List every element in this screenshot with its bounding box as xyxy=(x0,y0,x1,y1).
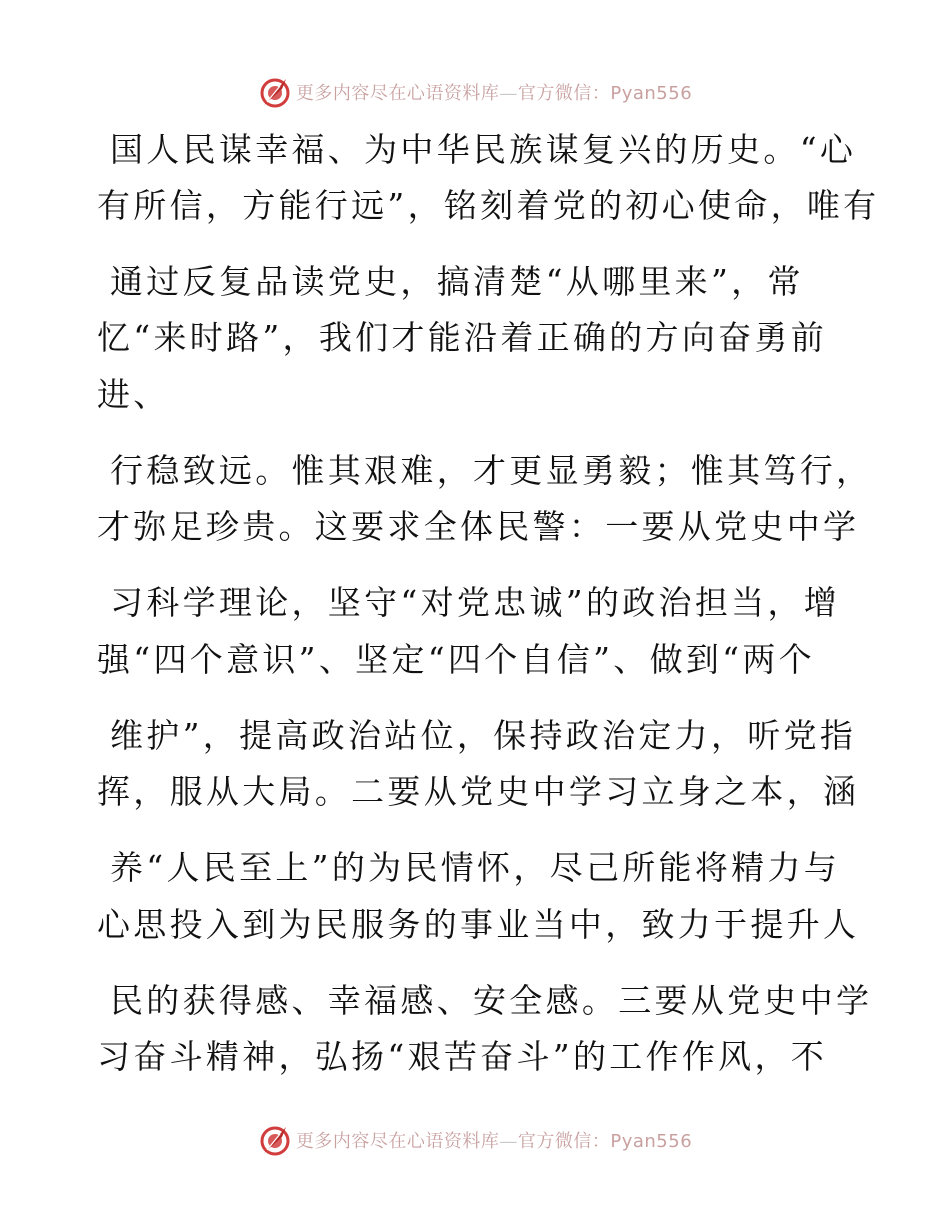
body-line-15: 习奋斗精神，弘扬“艰苦奋斗”的工作作风，不 xyxy=(97,1037,828,1076)
watermark-text xyxy=(296,1127,692,1153)
body-line-12: 养“人民至上”的为民情怀，尽己所能将精力与 xyxy=(110,848,841,887)
watermark-wechat: 官方微信：Pyan556 xyxy=(517,1131,693,1152)
quill-logo-icon xyxy=(258,75,292,109)
body-line-5: 进、 xyxy=(97,375,170,414)
body-line-7: 才弥足珍贵。这要求全体民警：一要从党史中学 xyxy=(97,507,860,546)
watermark-dash: — xyxy=(499,83,518,104)
watermark-site: 更多内容尽在心语资料库 xyxy=(295,83,500,104)
body-line-2: 有所信，方能行远”，铭刻着党的初心使命，唯有 xyxy=(97,186,880,225)
body-line-11: 挥，服从大局。二要从党史中学习立身之本，涵 xyxy=(97,772,860,811)
body-line-10: 维护”，提高政治站位，保持政治定力，听党指 xyxy=(110,716,857,755)
header-watermark xyxy=(0,72,950,112)
watermark-site: 更多内容尽在心语资料库 xyxy=(295,1131,500,1152)
watermark-dash: — xyxy=(499,1131,518,1152)
body-line-13: 心思投入到为民服务的事业当中，致力于提升人 xyxy=(97,905,860,944)
body-line-1: 国人民谋幸福、为中华民族谋复兴的历史。“心 xyxy=(110,130,857,169)
footer-watermark xyxy=(0,1120,950,1160)
watermark-text xyxy=(296,79,692,105)
body-line-14: 民的获得感、幸福感、安全感。三要从党史中学 xyxy=(110,981,873,1020)
quill-logo-icon xyxy=(258,1123,292,1157)
body-line-8: 习科学理论，坚守“对党忠诚”的政治担当，增 xyxy=(110,583,841,622)
body-line-6: 行稳致远。惟其艰难，才更显勇毅；惟其笃行， xyxy=(110,451,873,490)
watermark-wechat: 官方微信：Pyan556 xyxy=(517,83,693,104)
body-line-3: 通过反复品读党史，搞清楚“从哪里来”，常 xyxy=(110,262,804,301)
body-line-9: 强“四个意识”、坚定“四个自信”、做到“两个 xyxy=(97,640,815,679)
body-line-4: 忆“来时路”，我们才能沿着正确的方向奋勇前 xyxy=(97,318,828,357)
